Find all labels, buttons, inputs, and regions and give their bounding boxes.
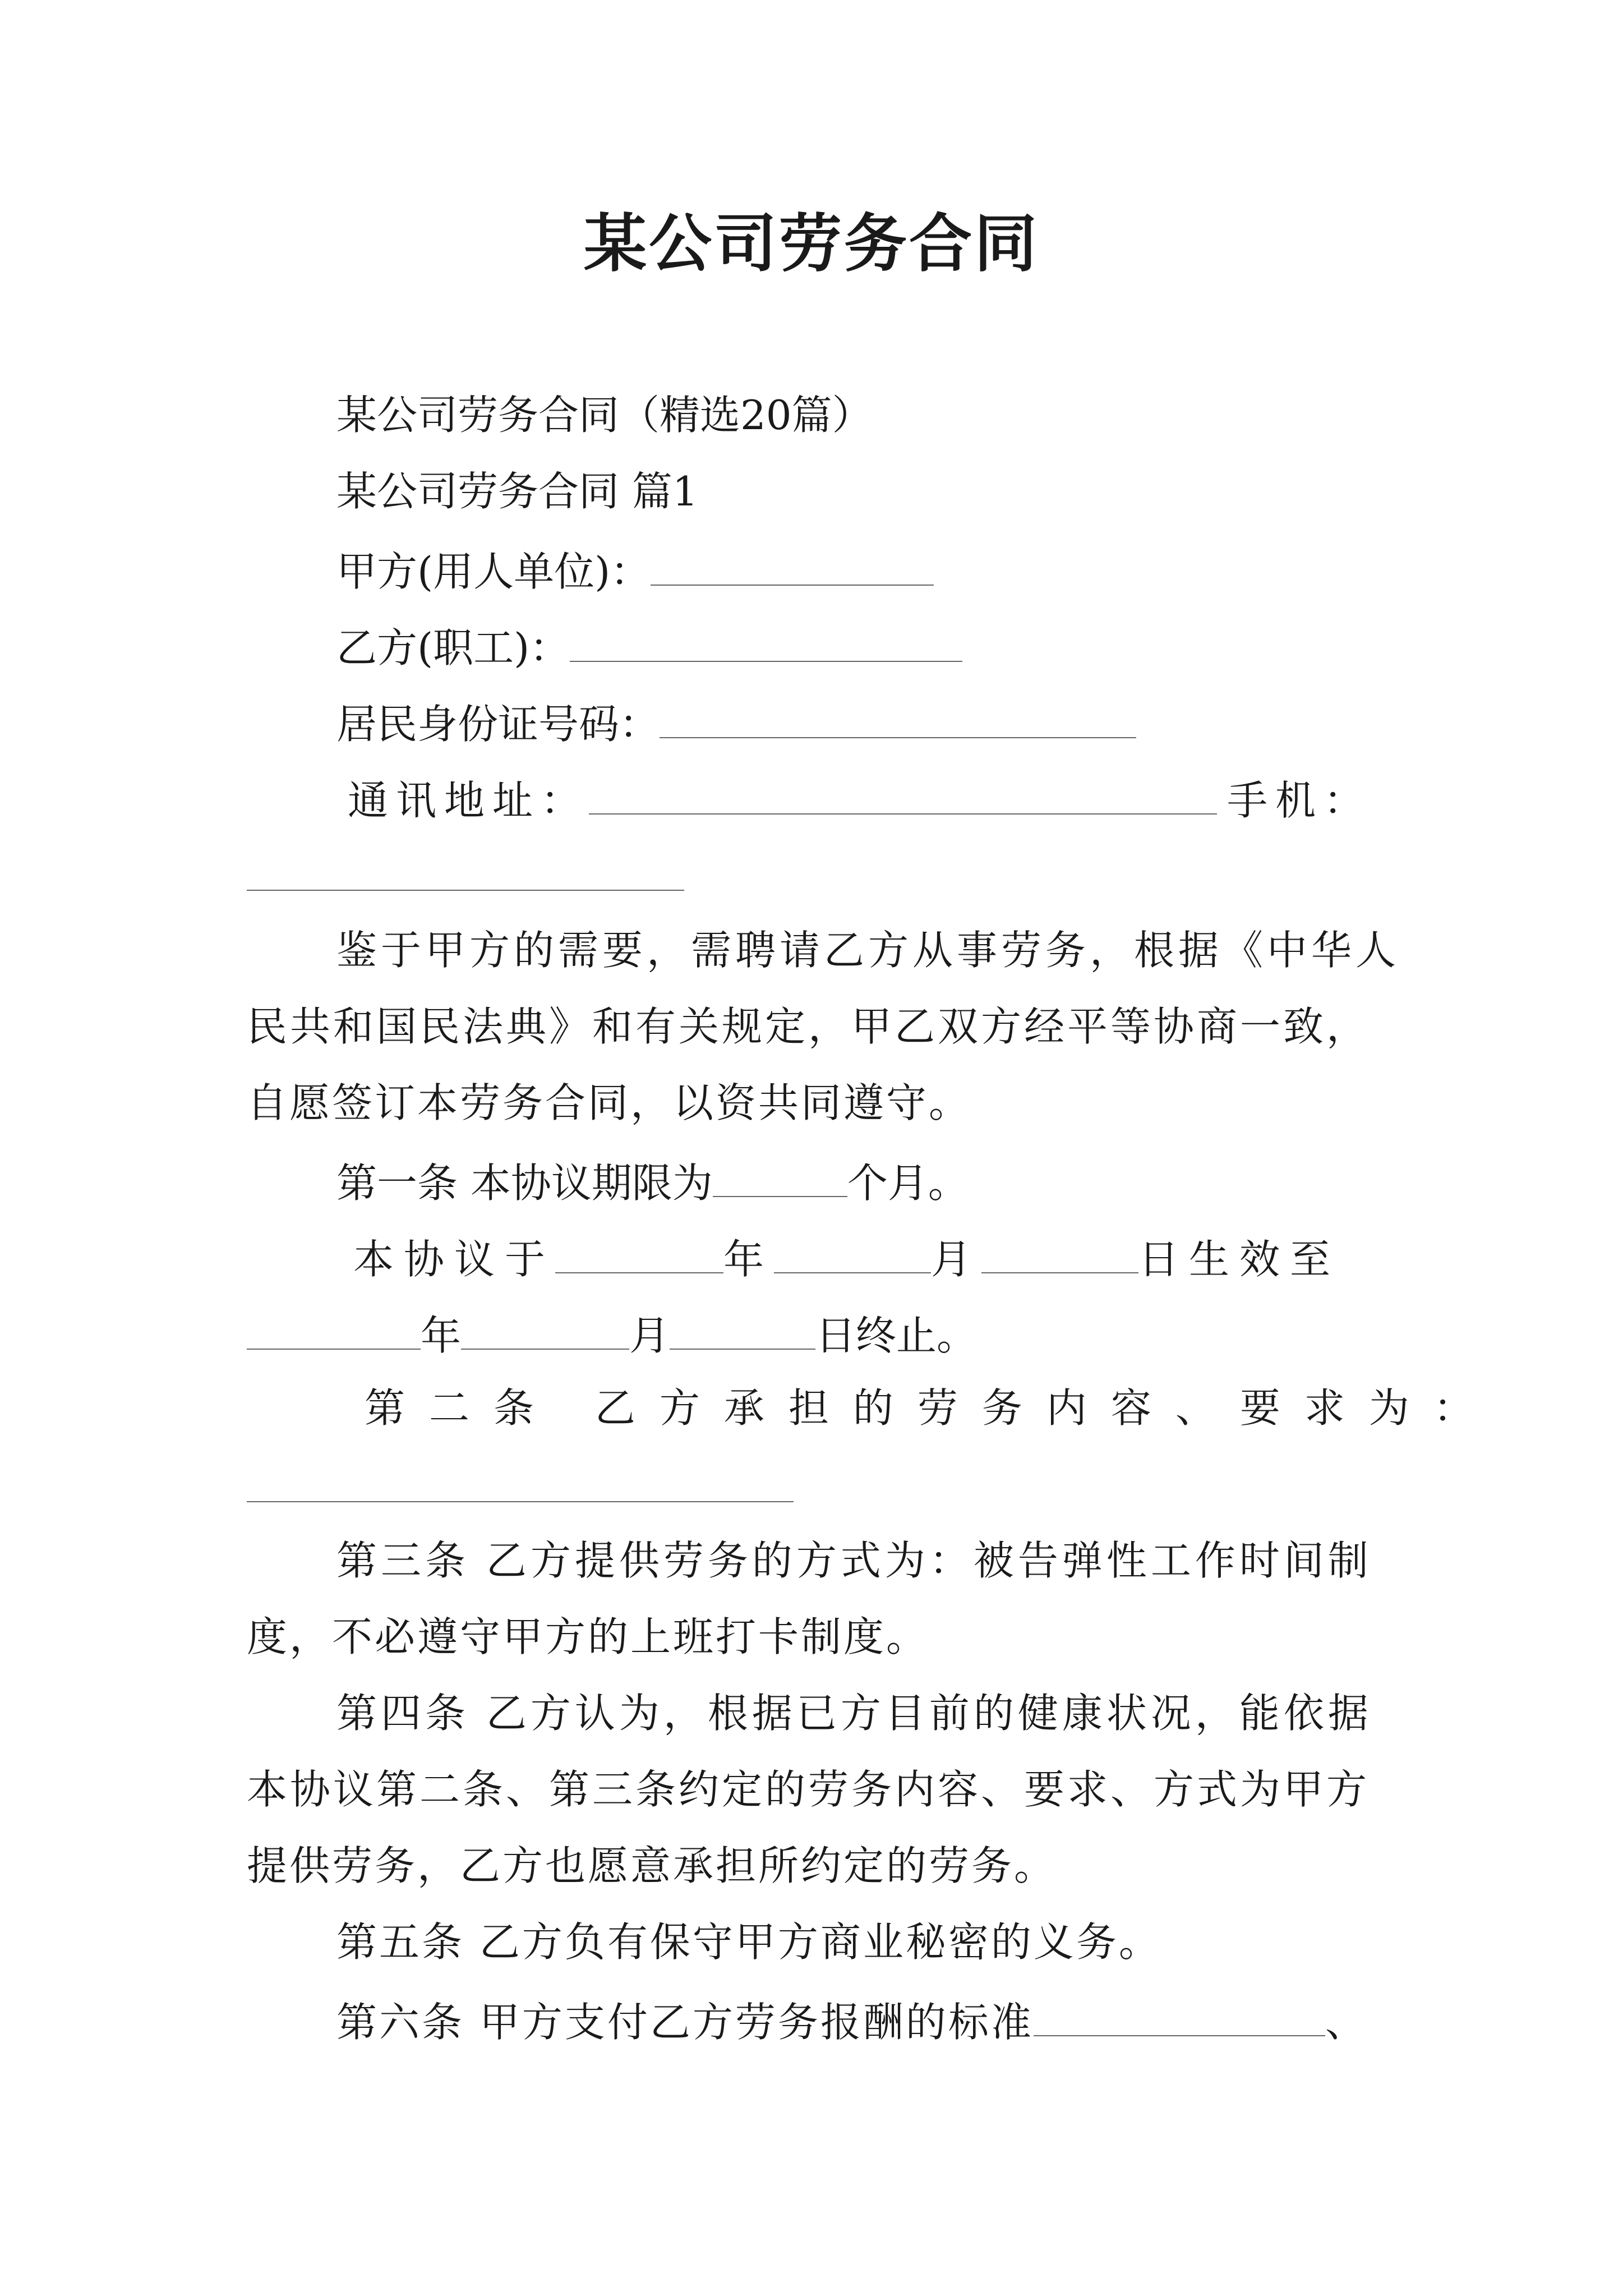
chapter-heading: 某公司劳务合同 篇1 [336,468,698,515]
article-3-line-2: 度，不必遵守甲方的上班打卡制度。 [247,1613,929,1660]
end-year-label: 年 [421,1312,462,1359]
article-3-line-1: 第三条 乙方提供劳务的方式为：被告弹性工作时间制 [336,1537,1372,1584]
id-number-label: 居民身份证号码： [336,701,660,748]
address-line [348,769,1372,829]
article-4-line-2: 本协议第二条、第三条约定的劳务内容、要求、方式为甲方 [247,1766,1370,1813]
end-day-blank [670,1304,815,1350]
start-year-blank [555,1227,723,1273]
document-title: 某公司劳务合同 [584,207,1039,280]
id-number-line [336,692,1136,752]
id-number-blank [660,692,1136,738]
article-1-end [247,1304,977,1364]
end-year-blank [247,1304,421,1350]
article-1-term-text: 第一条 本协议期限为 [336,1159,713,1207]
party-a-line [336,540,934,600]
article-4-line-3: 提供劳务，乙方也愿意承担所约定的劳务。 [247,1842,1057,1889]
intro-line-3: 自愿签订本劳务合同，以资共同遵守。 [247,1079,972,1126]
phone-blank [247,890,684,891]
start-month-label: 月 [931,1236,982,1283]
article-4-line-1: 第四条 乙方认为，根据已方目前的健康状况，能依据 [336,1690,1372,1737]
address-label: 通讯地址： [348,777,589,824]
article-2-blank [247,1501,794,1502]
address-blank [589,769,1217,815]
end-suffix: 日终止。 [815,1312,978,1359]
start-suffix: 日生效至 [1138,1236,1341,1283]
subtitle: 某公司劳务合同（精选20篇） [336,392,873,439]
article-5: 第五条 乙方负有保守甲方商业秘密的义务。 [336,1918,1161,1966]
party-b-label: 乙方(职工)： [336,624,570,671]
article-6-text: 第六条 甲方支付乙方劳务报酬的标准 [336,1999,1034,2046]
start-day-blank [981,1227,1138,1273]
intro-line-2: 民共和国民法典》和有关规定，甲乙双方经平等协商一致， [247,1003,1370,1050]
article-1-term [336,1151,969,1211]
party-b-line [336,616,962,676]
start-month-blank [774,1227,931,1273]
end-month-blank [461,1304,629,1350]
article-6 [336,1990,1368,2050]
remuneration-blank [1034,1990,1325,2036]
term-months-blank [713,1151,847,1197]
start-year-label: 年 [723,1236,774,1283]
article-1-term-unit: 个月。 [847,1159,969,1207]
party-a-label: 甲方(用人单位)： [336,548,651,595]
article-6-trailing: 、 [1325,1999,1368,2046]
party-b-blank [570,616,962,662]
phone-label: 手机： [1227,777,1372,824]
end-month-label: 月 [629,1312,670,1359]
article-1-start [353,1227,1340,1287]
start-prefix: 本协议于 [353,1236,556,1283]
intro-line-1: 鉴于甲方的需要，需聘请乙方从事劳务，根据《中华人 [336,927,1400,974]
article-2: 第二条 乙方承担的劳务内容、要求为： [365,1384,1498,1432]
party-a-blank [651,540,934,586]
